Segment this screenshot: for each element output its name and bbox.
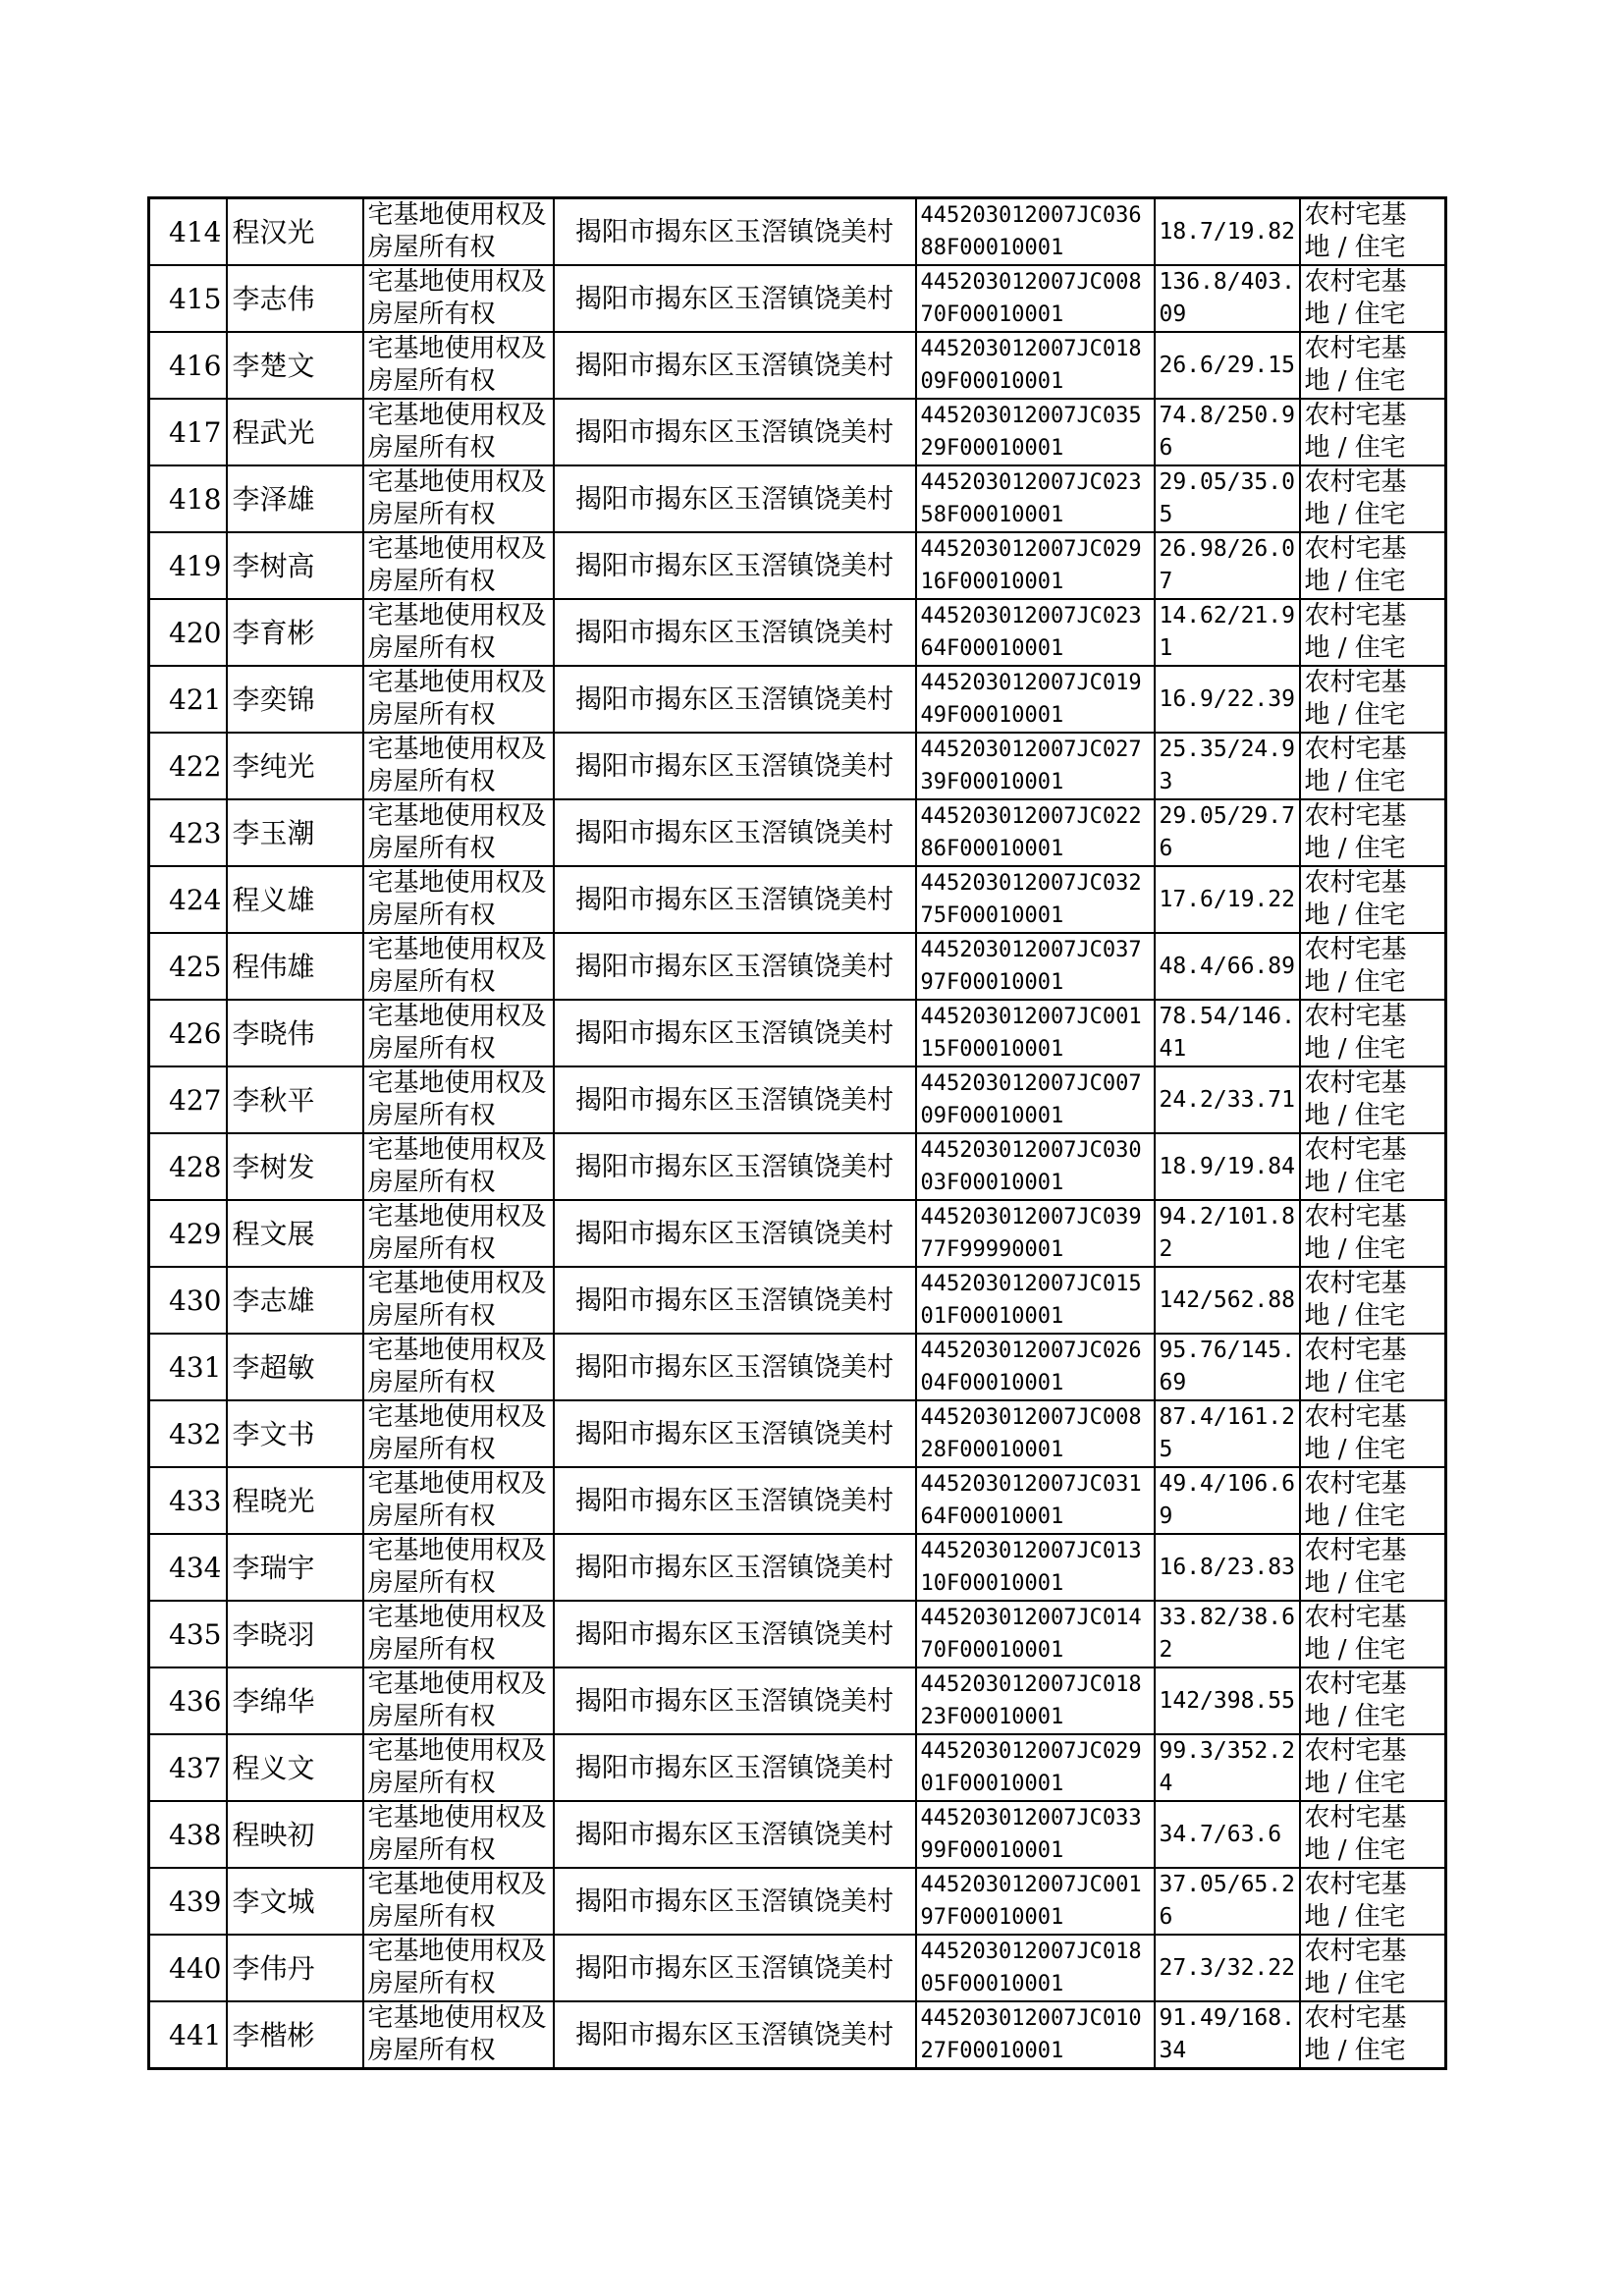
land-use-line-1: 农村宅基 bbox=[1304, 467, 1407, 497]
unit-code-cell: 445203012007JC01823F00010001 bbox=[916, 1667, 1155, 1734]
owner-name-cell: 李泽雄 bbox=[227, 465, 363, 532]
location-cell: 揭阳市揭东区玉滘镇饶美村 bbox=[554, 465, 916, 532]
land-use-cell bbox=[1300, 2001, 1446, 2069]
table-row bbox=[149, 1200, 1446, 1267]
table-row bbox=[149, 332, 1446, 399]
location-cell: 揭阳市揭东区玉滘镇饶美村 bbox=[554, 2001, 916, 2069]
location-cell: 揭阳市揭东区玉滘镇饶美村 bbox=[554, 799, 916, 866]
land-use-line-2: 地 / 住宅 bbox=[1304, 901, 1406, 930]
unit-code-cell: 445203012007JC03977F99990001 bbox=[916, 1200, 1155, 1267]
table-row bbox=[149, 265, 1446, 332]
row-number-cell: 423 bbox=[149, 799, 227, 866]
land-use-line-1: 农村宅基 bbox=[1304, 1870, 1407, 1899]
land-use-cell bbox=[1300, 1935, 1446, 2001]
land-use-line-1: 农村宅基 bbox=[1304, 801, 1407, 831]
land-use-line-1: 农村宅基 bbox=[1304, 534, 1407, 564]
land-use-line-2: 地 / 住宅 bbox=[1304, 1368, 1406, 1397]
land-use-cell bbox=[1300, 1133, 1446, 1200]
location-cell: 揭阳市揭东区玉滘镇饶美村 bbox=[554, 599, 916, 666]
unit-code-cell: 445203012007JC03003F00010001 bbox=[916, 1133, 1155, 1200]
right-type-cell: 宅基地使用权及房屋所有权 bbox=[363, 1801, 554, 1868]
land-use-line-2: 地 / 住宅 bbox=[1304, 1635, 1406, 1665]
area-cell: 87.4/161.25 bbox=[1155, 1400, 1300, 1467]
row-number-cell: 436 bbox=[149, 1667, 227, 1734]
land-use-line-1: 农村宅基 bbox=[1304, 1269, 1407, 1298]
location-cell: 揭阳市揭东区玉滘镇饶美村 bbox=[554, 399, 916, 465]
owner-name-cell: 程伟雄 bbox=[227, 933, 363, 1000]
land-use-line-2: 地 / 住宅 bbox=[1304, 1435, 1406, 1464]
area-cell: 94.2/101.82 bbox=[1155, 1200, 1300, 1267]
right-type-cell: 宅基地使用权及房屋所有权 bbox=[363, 1267, 554, 1334]
right-type-cell: 宅基地使用权及房屋所有权 bbox=[363, 1133, 554, 1200]
owner-name-cell: 程武光 bbox=[227, 399, 363, 465]
land-use-line-2: 地 / 住宅 bbox=[1304, 1969, 1406, 1998]
area-cell: 25.35/24.93 bbox=[1155, 733, 1300, 799]
right-type-cell: 宅基地使用权及房屋所有权 bbox=[363, 1200, 554, 1267]
land-use-cell bbox=[1300, 399, 1446, 465]
land-use-line-2: 地 / 住宅 bbox=[1304, 233, 1406, 262]
land-use-cell bbox=[1300, 799, 1446, 866]
unit-code-cell: 445203012007JC03275F00010001 bbox=[916, 866, 1155, 933]
right-type-cell: 宅基地使用权及房屋所有权 bbox=[363, 1667, 554, 1734]
land-use-line-2: 地 / 住宅 bbox=[1304, 967, 1406, 997]
land-use-line-2: 地 / 住宅 bbox=[1304, 1301, 1406, 1331]
row-number-cell: 437 bbox=[149, 1734, 227, 1801]
land-use-line-1: 农村宅基 bbox=[1304, 1469, 1407, 1499]
location-cell: 揭阳市揭东区玉滘镇饶美村 bbox=[554, 666, 916, 733]
land-use-cell bbox=[1300, 733, 1446, 799]
owner-name-cell: 李奕锦 bbox=[227, 666, 363, 733]
table-row bbox=[149, 2001, 1446, 2069]
land-use-cell bbox=[1300, 866, 1446, 933]
unit-code-cell: 445203012007JC03529F00010001 bbox=[916, 399, 1155, 465]
location-cell: 揭阳市揭东区玉滘镇饶美村 bbox=[554, 332, 916, 399]
row-number-cell: 424 bbox=[149, 866, 227, 933]
table-row bbox=[149, 1000, 1446, 1066]
land-use-line-1: 农村宅基 bbox=[1304, 935, 1407, 964]
land-use-line-1: 农村宅基 bbox=[1304, 334, 1407, 363]
area-cell: 33.82/38.62 bbox=[1155, 1601, 1300, 1667]
area-cell: 142/562.88 bbox=[1155, 1267, 1300, 1334]
table-row bbox=[149, 1467, 1446, 1534]
land-use-cell bbox=[1300, 1267, 1446, 1334]
area-cell: 136.8/403.09 bbox=[1155, 265, 1300, 332]
area-cell: 26.98/26.07 bbox=[1155, 532, 1300, 599]
unit-code-cell: 445203012007JC00197F00010001 bbox=[916, 1868, 1155, 1935]
land-use-line-2: 地 / 住宅 bbox=[1304, 2036, 1406, 2065]
row-number-cell: 435 bbox=[149, 1601, 227, 1667]
land-use-cell bbox=[1300, 1066, 1446, 1133]
table-row bbox=[149, 1066, 1446, 1133]
row-number-cell: 441 bbox=[149, 2001, 227, 2069]
unit-code-cell: 445203012007JC00115F00010001 bbox=[916, 1000, 1155, 1066]
owner-name-cell: 程义文 bbox=[227, 1734, 363, 1801]
land-use-line-2: 地 / 住宅 bbox=[1304, 500, 1406, 529]
unit-code-cell: 445203012007JC03399F00010001 bbox=[916, 1801, 1155, 1868]
owner-name-cell: 李楷彬 bbox=[227, 2001, 363, 2069]
table-row bbox=[149, 1801, 1446, 1868]
owner-name-cell: 程汉光 bbox=[227, 198, 363, 266]
right-type-cell: 宅基地使用权及房屋所有权 bbox=[363, 1935, 554, 2001]
land-use-line-2: 地 / 住宅 bbox=[1304, 1902, 1406, 1932]
land-use-line-2: 地 / 住宅 bbox=[1304, 834, 1406, 863]
unit-code-cell: 445203012007JC03797F00010001 bbox=[916, 933, 1155, 1000]
location-cell: 揭阳市揭东区玉滘镇饶美村 bbox=[554, 1200, 916, 1267]
right-type-cell: 宅基地使用权及房屋所有权 bbox=[363, 1734, 554, 1801]
table-row bbox=[149, 1133, 1446, 1200]
area-cell: 26.6/29.15 bbox=[1155, 332, 1300, 399]
land-use-line-2: 地 / 住宅 bbox=[1304, 433, 1406, 463]
area-cell: 37.05/65.26 bbox=[1155, 1868, 1300, 1935]
right-type-cell: 宅基地使用权及房屋所有权 bbox=[363, 465, 554, 532]
area-cell: 14.62/21.91 bbox=[1155, 599, 1300, 666]
owner-name-cell: 程文展 bbox=[227, 1200, 363, 1267]
right-type-cell: 宅基地使用权及房屋所有权 bbox=[363, 1601, 554, 1667]
location-cell: 揭阳市揭东区玉滘镇饶美村 bbox=[554, 1734, 916, 1801]
row-number-cell: 422 bbox=[149, 733, 227, 799]
unit-code-cell: 445203012007JC01470F00010001 bbox=[916, 1601, 1155, 1667]
land-use-line-2: 地 / 住宅 bbox=[1304, 1101, 1406, 1130]
location-cell: 揭阳市揭东区玉滘镇饶美村 bbox=[554, 1400, 916, 1467]
row-number-cell: 417 bbox=[149, 399, 227, 465]
table-row bbox=[149, 866, 1446, 933]
land-use-line-1: 农村宅基 bbox=[1304, 1135, 1407, 1165]
land-use-line-1: 农村宅基 bbox=[1304, 1536, 1407, 1565]
area-cell: 17.6/19.22 bbox=[1155, 866, 1300, 933]
row-number-cell: 415 bbox=[149, 265, 227, 332]
row-number-cell: 419 bbox=[149, 532, 227, 599]
location-cell: 揭阳市揭东区玉滘镇饶美村 bbox=[554, 1534, 916, 1601]
land-use-line-2: 地 / 住宅 bbox=[1304, 1168, 1406, 1197]
right-type-cell: 宅基地使用权及房屋所有权 bbox=[363, 866, 554, 933]
area-cell: 49.4/106.69 bbox=[1155, 1467, 1300, 1534]
land-use-cell bbox=[1300, 1000, 1446, 1066]
table-row bbox=[149, 1400, 1446, 1467]
area-cell: 78.54/146.41 bbox=[1155, 1000, 1300, 1066]
table-row bbox=[149, 399, 1446, 465]
land-use-line-2: 地 / 住宅 bbox=[1304, 1234, 1406, 1264]
table-row bbox=[149, 1601, 1446, 1667]
land-use-cell bbox=[1300, 1334, 1446, 1400]
area-cell: 34.7/63.6 bbox=[1155, 1801, 1300, 1868]
owner-name-cell: 李文书 bbox=[227, 1400, 363, 1467]
land-use-cell bbox=[1300, 1801, 1446, 1868]
table-body bbox=[149, 198, 1446, 2069]
land-use-line-1: 农村宅基 bbox=[1304, 735, 1407, 764]
unit-code-cell: 445203012007JC01027F00010001 bbox=[916, 2001, 1155, 2069]
owner-name-cell: 李超敏 bbox=[227, 1334, 363, 1400]
location-cell: 揭阳市揭东区玉滘镇饶美村 bbox=[554, 1000, 916, 1066]
unit-code-cell: 445203012007JC02604F00010001 bbox=[916, 1334, 1155, 1400]
row-number-cell: 430 bbox=[149, 1267, 227, 1334]
owner-name-cell: 李晓伟 bbox=[227, 1000, 363, 1066]
owner-name-cell: 李树高 bbox=[227, 532, 363, 599]
land-use-line-1: 农村宅基 bbox=[1304, 1202, 1407, 1231]
right-type-cell: 宅基地使用权及房屋所有权 bbox=[363, 1467, 554, 1534]
land-use-line-1: 农村宅基 bbox=[1304, 1603, 1407, 1632]
land-use-line-1: 农村宅基 bbox=[1304, 1002, 1407, 1031]
owner-name-cell: 李瑞宇 bbox=[227, 1534, 363, 1601]
table-row bbox=[149, 532, 1446, 599]
land-use-line-1: 农村宅基 bbox=[1304, 1402, 1407, 1432]
right-type-cell: 宅基地使用权及房屋所有权 bbox=[363, 1868, 554, 1935]
right-type-cell: 宅基地使用权及房屋所有权 bbox=[363, 733, 554, 799]
area-cell: 91.49/168.34 bbox=[1155, 2001, 1300, 2069]
land-use-cell bbox=[1300, 1534, 1446, 1601]
row-number-cell: 429 bbox=[149, 1200, 227, 1267]
table-row bbox=[149, 1868, 1446, 1935]
table-row bbox=[149, 465, 1446, 532]
owner-name-cell: 李秋平 bbox=[227, 1066, 363, 1133]
owner-name-cell: 李育彬 bbox=[227, 599, 363, 666]
land-use-line-2: 地 / 住宅 bbox=[1304, 1502, 1406, 1531]
row-number-cell: 420 bbox=[149, 599, 227, 666]
right-type-cell: 宅基地使用权及房屋所有权 bbox=[363, 2001, 554, 2069]
land-use-line-2: 地 / 住宅 bbox=[1304, 1702, 1406, 1731]
land-use-line-1: 农村宅基 bbox=[1304, 868, 1407, 898]
land-use-line-2: 地 / 住宅 bbox=[1304, 1568, 1406, 1598]
right-type-cell: 宅基地使用权及房屋所有权 bbox=[363, 1334, 554, 1400]
area-cell: 27.3/32.22 bbox=[1155, 1935, 1300, 2001]
land-use-cell bbox=[1300, 265, 1446, 332]
unit-code-cell: 445203012007JC01310F00010001 bbox=[916, 1534, 1155, 1601]
area-cell: 48.4/66.89 bbox=[1155, 933, 1300, 1000]
table-row bbox=[149, 1534, 1446, 1601]
area-cell: 29.05/35.05 bbox=[1155, 465, 1300, 532]
unit-code-cell: 445203012007JC02916F00010001 bbox=[916, 532, 1155, 599]
land-use-line-2: 地 / 住宅 bbox=[1304, 633, 1406, 663]
unit-code-cell: 445203012007JC02286F00010001 bbox=[916, 799, 1155, 866]
table-row bbox=[149, 799, 1446, 866]
row-number-cell: 438 bbox=[149, 1801, 227, 1868]
row-number-cell: 418 bbox=[149, 465, 227, 532]
row-number-cell: 425 bbox=[149, 933, 227, 1000]
row-number-cell: 431 bbox=[149, 1334, 227, 1400]
unit-code-cell: 445203012007JC02901F00010001 bbox=[916, 1734, 1155, 1801]
location-cell: 揭阳市揭东区玉滘镇饶美村 bbox=[554, 1334, 916, 1400]
owner-name-cell: 李伟丹 bbox=[227, 1935, 363, 2001]
right-type-cell: 宅基地使用权及房屋所有权 bbox=[363, 666, 554, 733]
location-cell: 揭阳市揭东区玉滘镇饶美村 bbox=[554, 1801, 916, 1868]
land-use-line-2: 地 / 住宅 bbox=[1304, 300, 1406, 329]
owner-name-cell: 李志雄 bbox=[227, 1267, 363, 1334]
land-use-line-2: 地 / 住宅 bbox=[1304, 700, 1406, 730]
location-cell: 揭阳市揭东区玉滘镇饶美村 bbox=[554, 866, 916, 933]
right-type-cell: 宅基地使用权及房屋所有权 bbox=[363, 399, 554, 465]
right-type-cell: 宅基地使用权及房屋所有权 bbox=[363, 1066, 554, 1133]
unit-code-cell: 445203012007JC00870F00010001 bbox=[916, 265, 1155, 332]
right-type-cell: 宅基地使用权及房屋所有权 bbox=[363, 1400, 554, 1467]
owner-name-cell: 程义雄 bbox=[227, 866, 363, 933]
row-number-cell: 421 bbox=[149, 666, 227, 733]
row-number-cell: 434 bbox=[149, 1534, 227, 1601]
row-number-cell: 440 bbox=[149, 1935, 227, 2001]
area-cell: 16.8/23.83 bbox=[1155, 1534, 1300, 1601]
land-use-line-1: 农村宅基 bbox=[1304, 1068, 1407, 1098]
area-cell: 18.9/19.84 bbox=[1155, 1133, 1300, 1200]
location-cell: 揭阳市揭东区玉滘镇饶美村 bbox=[554, 1133, 916, 1200]
table-row bbox=[149, 933, 1446, 1000]
table-row bbox=[149, 666, 1446, 733]
land-use-cell bbox=[1300, 465, 1446, 532]
row-number-cell: 432 bbox=[149, 1400, 227, 1467]
row-number-cell: 426 bbox=[149, 1000, 227, 1066]
location-cell: 揭阳市揭东区玉滘镇饶美村 bbox=[554, 933, 916, 1000]
unit-code-cell: 445203012007JC02739F00010001 bbox=[916, 733, 1155, 799]
area-cell: 99.3/352.24 bbox=[1155, 1734, 1300, 1801]
owner-name-cell: 李楚文 bbox=[227, 332, 363, 399]
unit-code-cell: 445203012007JC00828F00010001 bbox=[916, 1400, 1155, 1467]
unit-code-cell: 445203012007JC02364F00010001 bbox=[916, 599, 1155, 666]
land-use-line-2: 地 / 住宅 bbox=[1304, 1034, 1406, 1064]
owner-name-cell: 程晓光 bbox=[227, 1467, 363, 1534]
table-row bbox=[149, 733, 1446, 799]
table-row bbox=[149, 1667, 1446, 1734]
location-cell: 揭阳市揭东区玉滘镇饶美村 bbox=[554, 1935, 916, 2001]
right-type-cell: 宅基地使用权及房屋所有权 bbox=[363, 599, 554, 666]
location-cell: 揭阳市揭东区玉滘镇饶美村 bbox=[554, 1066, 916, 1133]
row-number-cell: 428 bbox=[149, 1133, 227, 1200]
right-type-cell: 宅基地使用权及房屋所有权 bbox=[363, 1000, 554, 1066]
location-cell: 揭阳市揭东区玉滘镇饶美村 bbox=[554, 198, 916, 266]
row-number-cell: 414 bbox=[149, 198, 227, 266]
table-row bbox=[149, 198, 1446, 266]
unit-code-cell: 445203012007JC03688F00010001 bbox=[916, 198, 1155, 266]
owner-name-cell: 李玉潮 bbox=[227, 799, 363, 866]
area-cell: 29.05/29.76 bbox=[1155, 799, 1300, 866]
land-use-cell bbox=[1300, 933, 1446, 1000]
table-row bbox=[149, 1267, 1446, 1334]
location-cell: 揭阳市揭东区玉滘镇饶美村 bbox=[554, 1267, 916, 1334]
right-type-cell: 宅基地使用权及房屋所有权 bbox=[363, 799, 554, 866]
table-row bbox=[149, 1935, 1446, 2001]
right-type-cell: 宅基地使用权及房屋所有权 bbox=[363, 532, 554, 599]
owner-name-cell: 李文城 bbox=[227, 1868, 363, 1935]
land-use-line-1: 农村宅基 bbox=[1304, 1669, 1407, 1699]
registration-table bbox=[147, 196, 1447, 2070]
land-use-cell bbox=[1300, 1400, 1446, 1467]
owner-name-cell: 李晓羽 bbox=[227, 1601, 363, 1667]
land-use-cell bbox=[1300, 666, 1446, 733]
unit-code-cell: 445203012007JC01501F00010001 bbox=[916, 1267, 1155, 1334]
land-use-cell bbox=[1300, 532, 1446, 599]
row-number-cell: 416 bbox=[149, 332, 227, 399]
land-use-cell bbox=[1300, 1601, 1446, 1667]
area-cell: 74.8/250.96 bbox=[1155, 399, 1300, 465]
land-use-cell bbox=[1300, 198, 1446, 266]
location-cell: 揭阳市揭东区玉滘镇饶美村 bbox=[554, 532, 916, 599]
area-cell: 16.9/22.39 bbox=[1155, 666, 1300, 733]
unit-code-cell: 445203012007JC02358F00010001 bbox=[916, 465, 1155, 532]
location-cell: 揭阳市揭东区玉滘镇饶美村 bbox=[554, 1868, 916, 1935]
area-cell: 142/398.55 bbox=[1155, 1667, 1300, 1734]
land-use-line-2: 地 / 住宅 bbox=[1304, 366, 1406, 396]
land-use-cell bbox=[1300, 1200, 1446, 1267]
table-row bbox=[149, 599, 1446, 666]
unit-code-cell: 445203012007JC01809F00010001 bbox=[916, 332, 1155, 399]
land-use-line-1: 农村宅基 bbox=[1304, 601, 1407, 630]
location-cell: 揭阳市揭东区玉滘镇饶美村 bbox=[554, 1467, 916, 1534]
location-cell: 揭阳市揭东区玉滘镇饶美村 bbox=[554, 265, 916, 332]
land-use-line-2: 地 / 住宅 bbox=[1304, 767, 1406, 796]
location-cell: 揭阳市揭东区玉滘镇饶美村 bbox=[554, 1667, 916, 1734]
land-use-line-1: 农村宅基 bbox=[1304, 401, 1407, 430]
owner-name-cell: 李树发 bbox=[227, 1133, 363, 1200]
unit-code-cell: 445203012007JC03164F00010001 bbox=[916, 1467, 1155, 1534]
right-type-cell: 宅基地使用权及房屋所有权 bbox=[363, 332, 554, 399]
land-use-line-2: 地 / 住宅 bbox=[1304, 567, 1406, 596]
right-type-cell: 宅基地使用权及房屋所有权 bbox=[363, 1534, 554, 1601]
land-use-line-1: 农村宅基 bbox=[1304, 1736, 1407, 1766]
row-number-cell: 433 bbox=[149, 1467, 227, 1534]
row-number-cell: 439 bbox=[149, 1868, 227, 1935]
owner-name-cell: 李纯光 bbox=[227, 733, 363, 799]
land-use-cell bbox=[1300, 1467, 1446, 1534]
unit-code-cell: 445203012007JC00709F00010001 bbox=[916, 1066, 1155, 1133]
land-use-line-1: 农村宅基 bbox=[1304, 267, 1407, 297]
area-cell: 24.2/33.71 bbox=[1155, 1066, 1300, 1133]
land-use-cell bbox=[1300, 332, 1446, 399]
land-use-cell bbox=[1300, 1667, 1446, 1734]
row-number-cell: 427 bbox=[149, 1066, 227, 1133]
table-row bbox=[149, 1334, 1446, 1400]
area-cell: 95.76/145.69 bbox=[1155, 1334, 1300, 1400]
land-use-line-2: 地 / 住宅 bbox=[1304, 1835, 1406, 1865]
location-cell: 揭阳市揭东区玉滘镇饶美村 bbox=[554, 733, 916, 799]
unit-code-cell: 445203012007JC01949F00010001 bbox=[916, 666, 1155, 733]
land-use-line-1: 农村宅基 bbox=[1304, 1336, 1407, 1365]
table-row bbox=[149, 1734, 1446, 1801]
unit-code-cell: 445203012007JC01805F00010001 bbox=[916, 1935, 1155, 2001]
land-use-cell bbox=[1300, 599, 1446, 666]
land-use-cell bbox=[1300, 1868, 1446, 1935]
owner-name-cell: 李志伟 bbox=[227, 265, 363, 332]
land-use-line-1: 农村宅基 bbox=[1304, 1937, 1407, 1966]
area-cell: 18.7/19.82 bbox=[1155, 198, 1300, 266]
land-use-line-1: 农村宅基 bbox=[1304, 2003, 1407, 2033]
location-cell: 揭阳市揭东区玉滘镇饶美村 bbox=[554, 1601, 916, 1667]
land-use-line-1: 农村宅基 bbox=[1304, 668, 1407, 697]
owner-name-cell: 李绵华 bbox=[227, 1667, 363, 1734]
right-type-cell: 宅基地使用权及房屋所有权 bbox=[363, 198, 554, 266]
land-use-cell bbox=[1300, 1734, 1446, 1801]
land-use-line-1: 农村宅基 bbox=[1304, 1803, 1407, 1832]
land-use-line-1: 农村宅基 bbox=[1304, 200, 1407, 230]
land-use-line-2: 地 / 住宅 bbox=[1304, 1769, 1406, 1798]
right-type-cell: 宅基地使用权及房屋所有权 bbox=[363, 265, 554, 332]
right-type-cell: 宅基地使用权及房屋所有权 bbox=[363, 933, 554, 1000]
owner-name-cell: 程映初 bbox=[227, 1801, 363, 1868]
